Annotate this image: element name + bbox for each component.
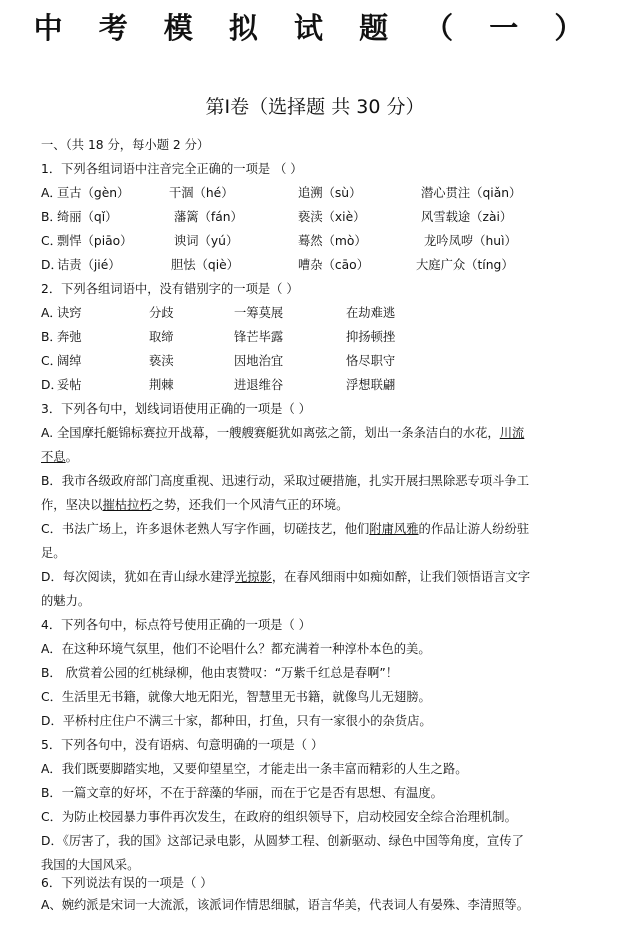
question-3-option-b-line2: [41, 498, 601, 513]
option-word: 分歧: [149, 306, 174, 320]
option-word: 亵渎: [149, 354, 174, 368]
option-word: 阔绰: [57, 354, 82, 368]
section-intro: 一、（共 18 分，每小题 2 分）: [41, 138, 210, 152]
option-word: 龙吟凤哕（huì）: [424, 234, 517, 248]
option-word: 诀窍: [57, 306, 82, 320]
page-title: 中 考 模 拟 试 题 （ 一 ）: [33, 11, 597, 45]
option-text: 的作品让游人纷纷驻: [418, 522, 530, 536]
option-word: 胆怯（qiè）: [171, 258, 239, 272]
option-word: 一筹莫展: [234, 306, 284, 320]
question-4-option-d: D．平桥村庄住户不满三十家，都种田，打鱼，只有一家很小的杂货店。: [41, 714, 432, 728]
underlined-phrase: 附庸风雅: [369, 522, 419, 536]
option-word: 潜心贯注（qiǎn）: [421, 186, 522, 200]
question-5-option-a: A．我们既要脚踏实地，又要仰望星空，才能走出一条丰富而精彩的人生之路。: [41, 762, 468, 776]
option-text: ，在春风细雨中如痴如醉，让我们领悟语言文字: [271, 570, 531, 584]
question-2-option-c: [41, 354, 601, 369]
option-letter: D．: [41, 378, 63, 392]
option-word: 亵渎（xiè）: [298, 210, 366, 224]
option-word: 干涸（hé）: [169, 186, 234, 200]
option-word: 奔弛: [57, 330, 82, 344]
option-word: 抑扬顿挫: [346, 330, 396, 344]
option-word: 谀词（yú）: [174, 234, 239, 248]
question-6-stem: 6．下列说法有误的一项是（ ）: [41, 876, 213, 890]
option-word: 因地治宜: [234, 354, 284, 368]
question-2-stem: 2．下列各组词语中，没有错别字的一项是（ ）: [41, 282, 299, 296]
question-3-option-d-line2: 的魅力。: [41, 594, 91, 608]
question-6-option-a: A、婉约派是宋词一大流派，该派词作情思细腻，语言华美，代表词人有晏殊、李清照等。: [41, 898, 529, 912]
option-letter: D．: [41, 258, 63, 272]
question-2-option-d: [41, 378, 601, 393]
underlined-phrase: 光掠影: [234, 570, 272, 584]
question-1-stem: 1．下列各组词语中注音完全正确的一项是 （ ）: [41, 162, 303, 176]
option-word: 剽悍（piāo）: [57, 234, 133, 248]
option-text: 之势，还我们一个风清气正的环境。: [151, 498, 349, 512]
question-3-option-a-line2: [41, 450, 601, 465]
underlined-phrase: 摧枯拉朽: [102, 498, 152, 512]
option-word: 荆棘: [149, 378, 174, 392]
option-word: 风雪载途（zài）: [421, 210, 513, 224]
question-1-option-c: [41, 234, 601, 249]
question-5-stem: 5．下列各句中，没有语病、句意明确的一项是（ ）: [41, 738, 324, 752]
question-3-option-c-line1: [41, 522, 601, 537]
option-word: 妥帖: [57, 378, 82, 392]
question-5-option-d-line2: 我国的大国风采。: [41, 858, 140, 872]
option-letter: B．: [41, 210, 62, 224]
question-2-option-a: [41, 306, 601, 321]
question-3-option-a-line1: [41, 426, 601, 441]
option-letter: A．: [41, 186, 62, 200]
question-4-option-b: B． 欣赏着公园的红桃绿柳，他由衷赞叹：“万紫千红总是春啊”！: [41, 666, 399, 680]
option-word: 进退维谷: [234, 378, 284, 392]
option-word: 绮丽（qǐ）: [57, 210, 118, 224]
option-letter: C．: [41, 354, 62, 368]
option-letter: B．: [41, 330, 62, 344]
option-word: 亘古（gèn）: [57, 186, 130, 200]
option-text: A. 全国摩托艇锦标赛拉开战幕，一艘艘赛艇犹如离弦之箭，划出一条条洁白的水花，: [41, 426, 500, 440]
option-word: 追溯（sù）: [298, 186, 362, 200]
question-1-option-d: [41, 258, 601, 273]
option-letter: C．: [41, 234, 62, 248]
underlined-phrase: 不息: [41, 450, 66, 464]
option-word: 蓦然（mò）: [298, 234, 367, 248]
question-3-stem: 3．下列各句中，划线词语使用正确的一项是（ ）: [41, 402, 311, 416]
option-text: 作，坚决以: [41, 498, 103, 512]
option-word: 嘈杂（cāo）: [298, 258, 370, 272]
option-text: C．书法广场上，许多退休老熟人写字作画，切磋技艺，他们: [41, 522, 370, 536]
option-letter: A．: [41, 306, 62, 320]
underlined-phrase: 川流: [499, 426, 525, 440]
question-2-option-b: [41, 330, 601, 345]
question-1-option-b: [41, 210, 601, 225]
option-word: 锋芒毕露: [234, 330, 284, 344]
question-1-option-a: [41, 186, 601, 201]
question-3-option-b-line1: B．我市各级政府部门高度重视、迅速行动，采取过硬措施，扎实开展扫黑除恶专项斗争工: [41, 474, 530, 488]
question-4-option-a: A．在这种环境气氛里，他们不论唱什么？都充满着一种淳朴本色的美。: [41, 642, 431, 656]
option-word: 大庭广众（tíng）: [416, 258, 514, 272]
option-word: 浮想联翩: [346, 378, 396, 392]
option-text: D．每次阅读，犹如在青山绿水建浮: [41, 570, 235, 584]
question-5-option-c: C．为防止校园暴力事件再次发生，在政府的组织领导下，启动校园安全综合治理机制。: [41, 810, 517, 824]
question-3-option-c-line2: 足。: [41, 546, 66, 560]
question-3-option-d-line1: [41, 570, 601, 585]
question-5-option-d-line1: D．《厉害了，我的国》这部记录电影，从圆梦工程、创新驱动、绿色中国等角度，宣传了: [41, 834, 524, 848]
question-5-option-b: B．一篇文章的好坏，不在于辞藻的华丽，而在于它是否有思想、有温度。: [41, 786, 443, 800]
option-word: 恪尽职守: [346, 354, 396, 368]
option-word: 诘责（jié）: [57, 258, 121, 272]
question-4-stem: 4．下列各句中，标点符号使用正确的一项是（ ）: [41, 618, 311, 632]
option-word: 藩篱（fán）: [174, 210, 243, 224]
option-word: 取缔: [149, 330, 174, 344]
option-text: 。: [65, 450, 78, 464]
option-word: 在劫难逃: [346, 306, 396, 320]
section-title: 第Ⅰ卷（选择题 共 30 分）: [205, 96, 425, 118]
question-4-option-c: C．生活里无书籍，就像大地无阳光，智慧里无书籍，就像鸟儿无翅膀。: [41, 690, 431, 704]
